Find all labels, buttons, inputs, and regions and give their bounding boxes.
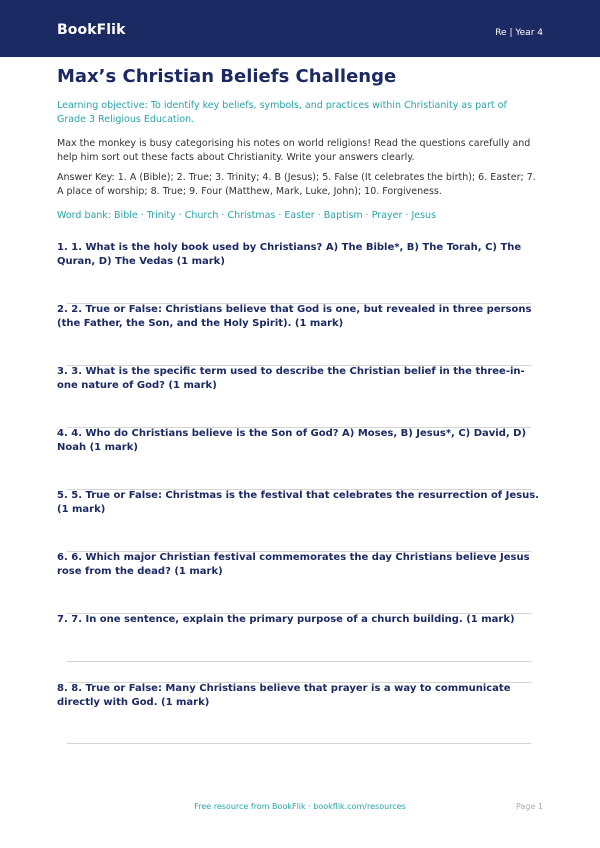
learning-objective: Learning objective: To identify key beliefs, symbols, and practices within Christianity as part of Grade 3 Religious Education. xyxy=(57,100,507,125)
word-bank: Word bank: Bible · Trinity · Church · Christmas · Easter · Baptism · Prayer · Jesus xyxy=(57,210,437,221)
page-header xyxy=(0,0,600,57)
question-3: 3. 3. What is the specific term used to describe the Christian belief in the three-in-one nature of God? (1 mark) xyxy=(57,366,525,391)
question-5: 5. 5. True or False: Christmas is the festival that celebrates the resurrection of Jesus. (1 mark) xyxy=(57,490,539,515)
question-7: 7. 7. In one sentence, explain the primary purpose of a church building. (1 mark) xyxy=(57,614,515,625)
answer-line-8b[interactable] xyxy=(67,743,531,744)
question-2: 2. 2. True or False: Christians believe that God is one, but revealed in three persons (the Father, the Son, and the Holy Spirit). (1 mark) xyxy=(57,304,532,329)
question-4: 4. 4. Who do Christians believe is the Son of God? A) Moses, B) Jesus*, C) David, D) Noah (1 mark) xyxy=(57,428,527,453)
question-8: 8. 8. True or False: Many Christians believe that prayer is a way to communicate directly with God. (1 mark) xyxy=(57,683,511,708)
subject-year-label: Re | Year 4 xyxy=(495,28,543,38)
page-number: Page 1 xyxy=(516,802,543,811)
footer-link[interactable]: Free resource from BookFlik · bookflik.com/resources xyxy=(194,802,406,811)
intro-text: Max the monkey is busy categorising his notes on world religions! Read the questions carefully and help him sort out these facts about Christianity. Write your answers clearly. xyxy=(57,138,531,163)
page-title: Max’s Christian Beliefs Challenge xyxy=(57,66,397,87)
question-6: 6. 6. Which major Christian festival commemorates the day Christians believe Jesus rose from the dead? (1 mark) xyxy=(57,552,530,577)
answer-key: Answer Key: 1. A (Bible); 2. True; 3. Trinity; 4. B (Jesus); 5. False (It celebrates the birth); 6. Easter; 7. A place of worship; 8. True; 9. Four (Matthew, Mark, Luke, John); 10. Forgiveness. xyxy=(57,172,536,197)
answer-line-7b[interactable] xyxy=(67,661,531,662)
question-1: 1. 1. What is the holy book used by Christians? A) The Bible*, B) The Torah, C) The Quran, D) The Vedas (1 mark) xyxy=(57,242,522,267)
brand-logo: BookFlik xyxy=(57,22,126,38)
